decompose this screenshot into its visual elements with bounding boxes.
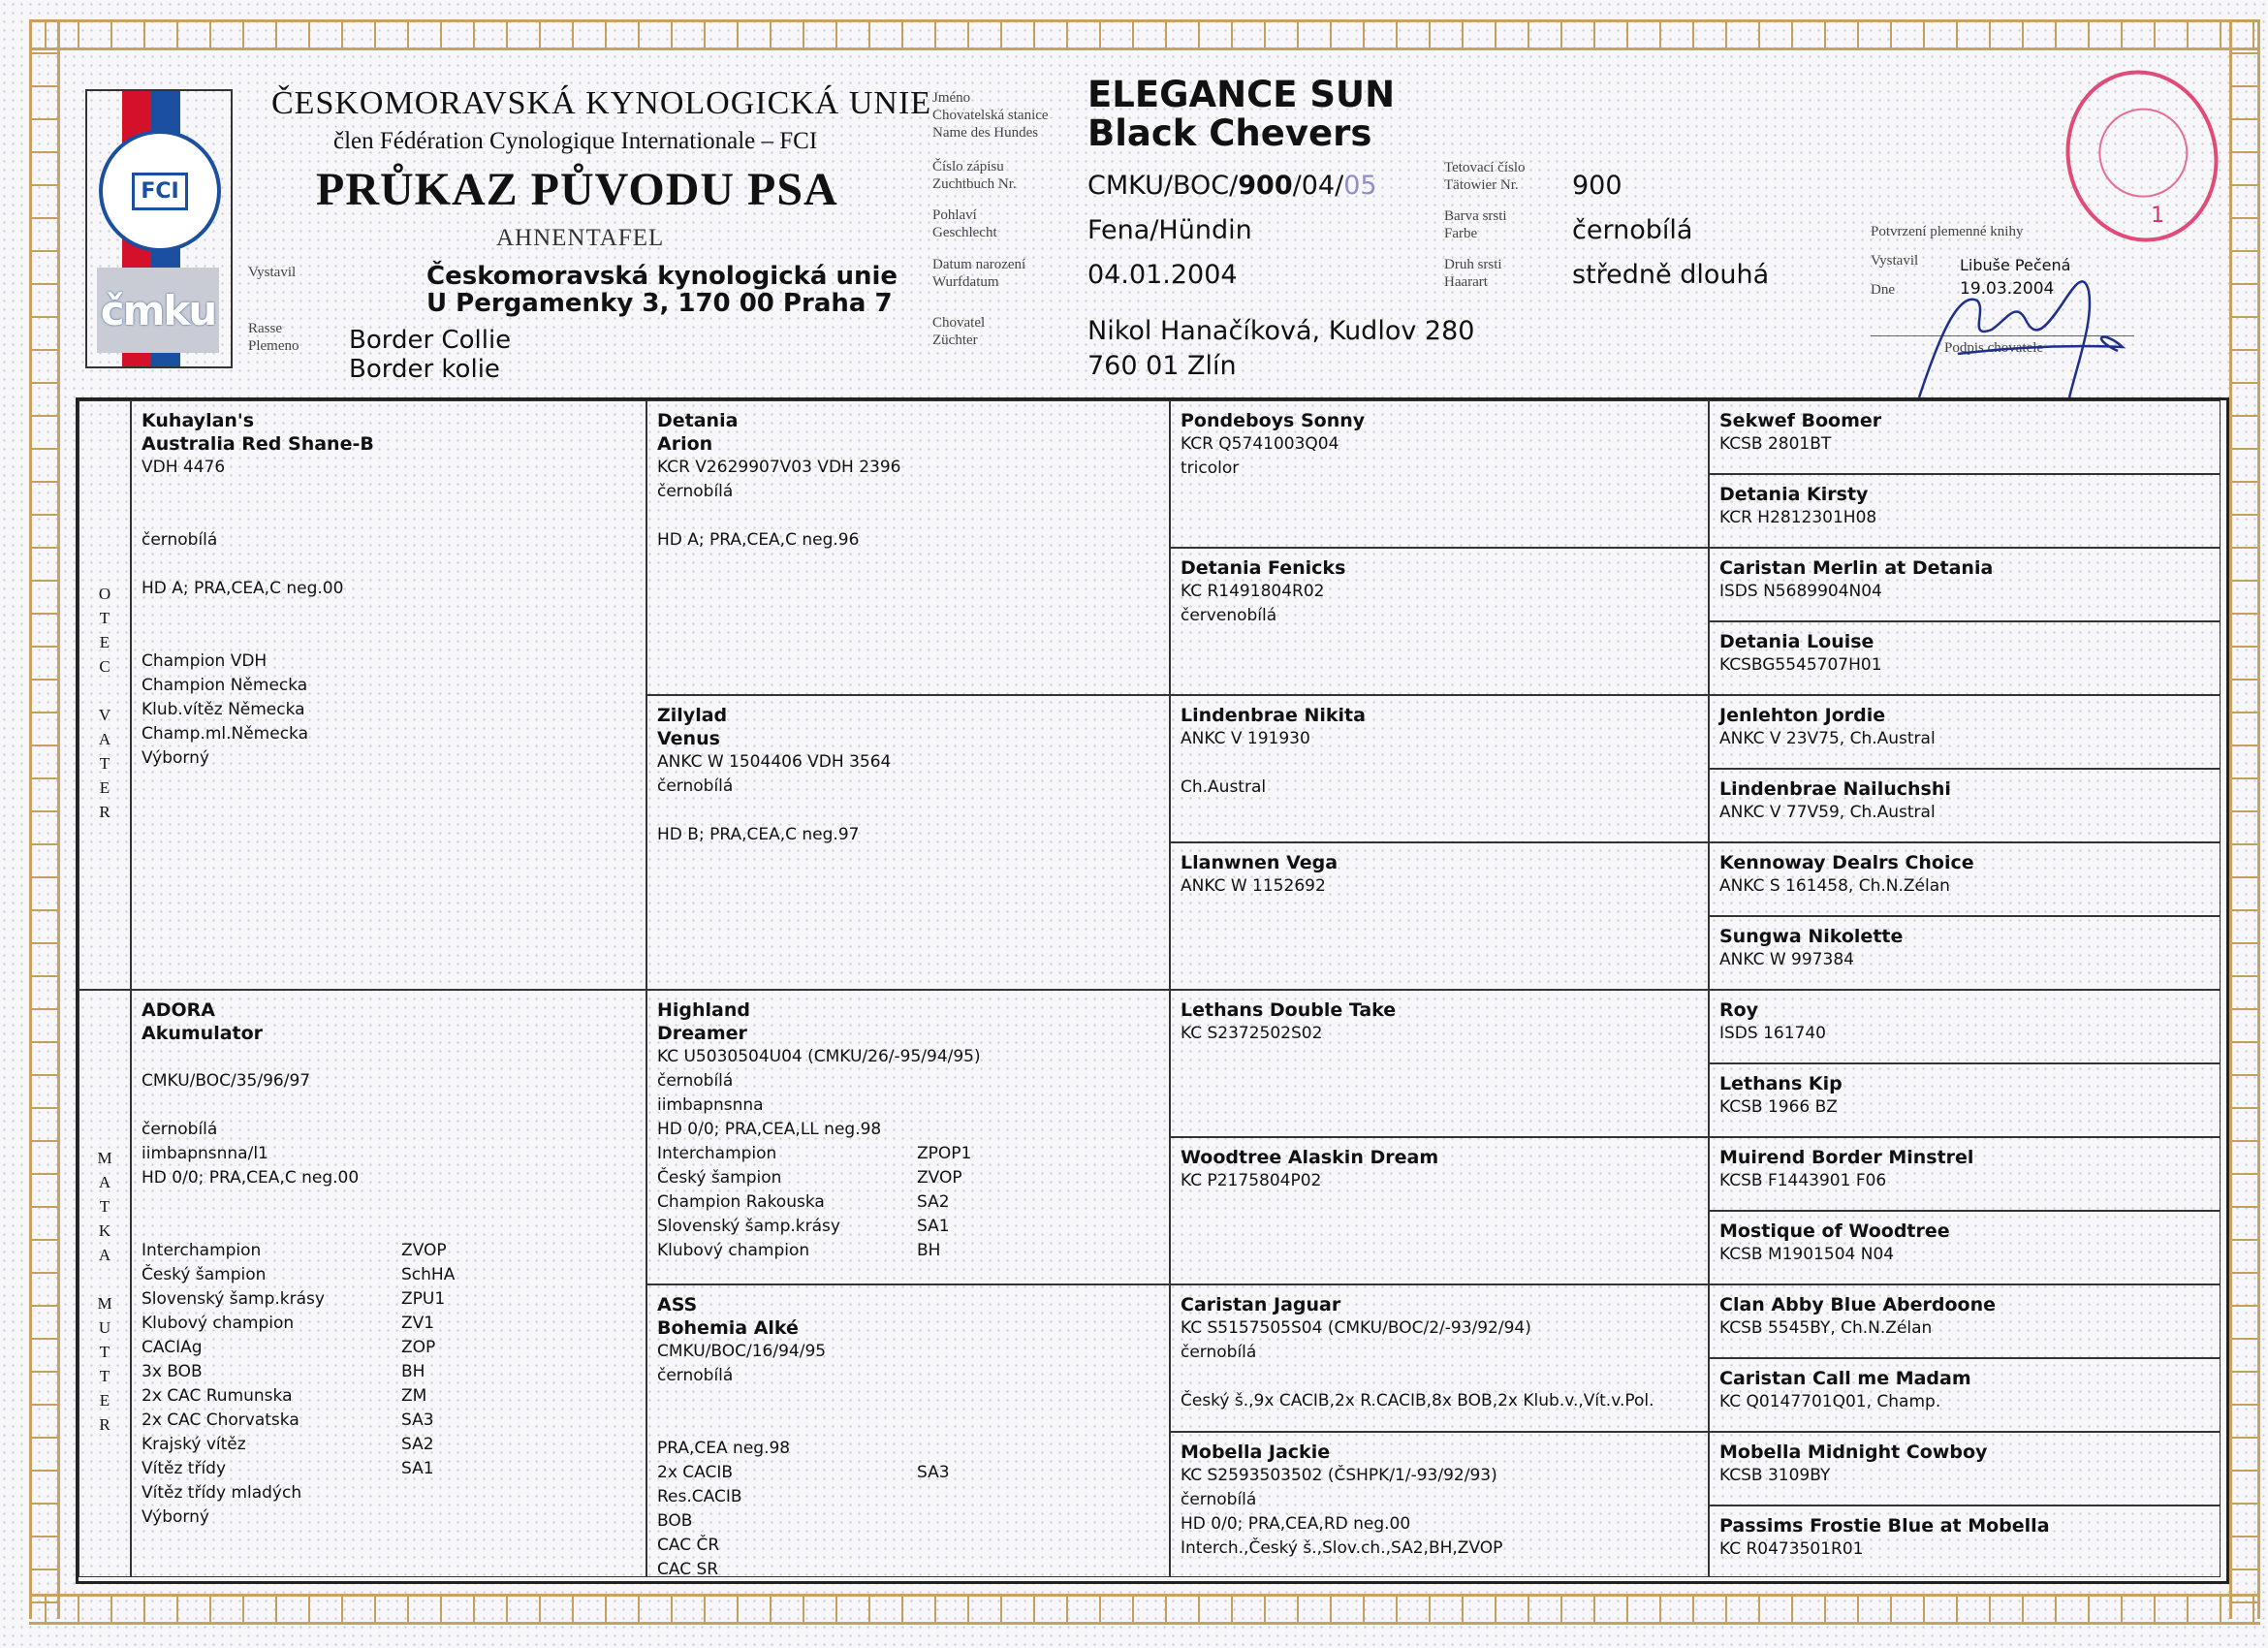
title-row [657, 1485, 1159, 1509]
title-text: Interchampion [142, 1241, 262, 1260]
fci-membership: člen Fédération Cynologique Internationale – FCI [333, 128, 818, 154]
dog-name-1: ELEGANCE SUN [1087, 74, 1396, 115]
title-code: ZM [401, 1386, 427, 1406]
pedigree-line [142, 553, 636, 577]
title-text: Klubový champion [142, 1314, 295, 1333]
side-letter: V [98, 706, 111, 724]
breed-value: Border Collie Border kolie [349, 326, 512, 384]
pedigree-line: Champion Německa [142, 676, 308, 695]
side-letter: C [99, 657, 110, 676]
gen1-dam: ADORA Akumulator CMKU/BOC/35/96/97 černobílá iimbapnsnna/l1 HD 0/0; PRA,CEA,C neg.00 Interchampion ZVOP Český šampion SchHA Slovenský šamp.krásy ZPU1 Klubový champion ZV1 CACIAg ZOP 3x BOB BH 2x CAC Rumunska ZM 2x CAC Chorvatska SA3 Krajský vítěz SA2 Vítěz třídy SA1 Vítěz třídy mladých Výborný [131, 990, 646, 1577]
ancestor-name: Sekwef Boomer [1719, 410, 1882, 431]
ancestor-name: Mobella Jackie [1181, 1442, 1331, 1463]
title-code: ZVOP [401, 1241, 447, 1260]
ancestor-name: Llanwnen Vega [1181, 852, 1339, 873]
pedigree-line: tricolor [1181, 459, 1240, 478]
ancestor-name: Detania Kirsty [1719, 484, 1869, 505]
gen4-cell [1709, 1063, 2221, 1137]
pedigree-line: Champ.ml.Německa [142, 724, 309, 744]
pedigree-line: HD 0/0; PRA,CEA,RD neg.00 [1181, 1514, 1411, 1534]
pedigree-line: KC S2372502S02 [1181, 1024, 1323, 1043]
signature-icon [1900, 262, 2132, 407]
side-letter: A [98, 1173, 111, 1191]
pedigree-line: HD A; PRA,CEA,C neg.00 [142, 579, 344, 598]
ancestor-name: Lethans Double Take [1181, 999, 1397, 1021]
registration-line: ANKC V 77V59, Ch.Austral [1719, 803, 1936, 822]
ancestor-name: Lethans Kip [1719, 1073, 1843, 1094]
ancestor-name: Lindenbrae Nikita [1181, 705, 1366, 726]
coat-label: Druh srsti Haarart [1444, 257, 1502, 290]
ancestor-name: Woodtree Alaskin Dream [1181, 1147, 1439, 1168]
title-code: SA1 [917, 1217, 950, 1236]
ancestor-name: Kennoway Dealrs Choice [1719, 852, 1974, 873]
title-row [142, 1505, 636, 1530]
title-code: SA1 [401, 1459, 434, 1478]
breeder-line-1: Nikol Hanačíková, Kudlov 280 [1087, 316, 1475, 346]
pedigree-line: černobílá [657, 1071, 734, 1091]
title-row [142, 1263, 636, 1287]
registration-line: KC Q0147701Q01, Champ. [1719, 1392, 1941, 1411]
ancestor-name: Detania [657, 410, 739, 431]
pedigree-line: HD 0/0; PRA,CEA,LL neg.98 [657, 1120, 882, 1139]
ancestor-name: Caristan Call me Madam [1719, 1368, 1971, 1389]
gen2-cell [646, 990, 1170, 1284]
title-row [657, 1190, 1159, 1215]
title-code: ZPU1 [401, 1289, 446, 1309]
ancestor-name: Caristan Merlin at Detania [1719, 557, 1994, 579]
registration-number: CMKU/BOC/900/04/05 [1087, 171, 1377, 201]
ancestor-name: Dreamer [657, 1023, 747, 1044]
gen3-cell [1170, 842, 1709, 990]
gen4-cell [1709, 621, 2221, 695]
side-letter: R [99, 803, 110, 821]
pedigree-line: Interch.,Český š.,Slov.ch.,SA2,BH,ZVOP [1181, 1538, 1503, 1558]
title-text: Výborný [142, 1507, 209, 1527]
gen3-cell [1170, 1284, 1709, 1432]
title-row [142, 1457, 636, 1481]
issuer-line-1: Českomoravská kynologická unie [426, 262, 898, 291]
side-letter: T [99, 609, 110, 627]
registration-label: Číslo zápisu Zuchtbuch Nr. [932, 159, 1017, 192]
ancestor-name: Clan Abby Blue Aberdoone [1719, 1294, 1997, 1315]
cmku-logo-icon: čmku [97, 268, 219, 353]
title-text: CACIAg [142, 1338, 203, 1357]
gen3-cell [1170, 1432, 1709, 1577]
registration-line: ANKC S 161458, Ch.N.Zélan [1719, 876, 1950, 896]
pedigree-line: HD A; PRA,CEA,C neg.96 [657, 530, 860, 550]
title-code: SA2 [917, 1192, 950, 1212]
breeder-label: Chovatel Züchter [932, 315, 986, 348]
pedigree-line: KC S2593503502 (ČSHPK/1/-93/92/93) [1181, 1466, 1497, 1485]
border-right-ornament [2229, 19, 2260, 1619]
cmku-fci-logo [85, 89, 233, 368]
title-row [142, 1360, 636, 1384]
ancestor-name: Arion [657, 433, 713, 455]
sire-side-label [79, 400, 131, 990]
color-label: Barva srsti Farbe [1444, 208, 1507, 241]
pedigree-line [142, 480, 636, 504]
gen3-cell [1170, 1137, 1709, 1284]
confirmation-label: Potvrzení plemenné knihy [1871, 224, 2024, 239]
tattoo-label: Tetovací číslo Tätowier Nr. [1444, 160, 1526, 193]
gen4-cell [1709, 842, 2221, 916]
sex-value: Fena/Hündin [1087, 215, 1252, 245]
title-row [657, 1509, 1159, 1534]
side-letter: O [98, 585, 111, 603]
ancestor-name: Sungwa Nikolette [1719, 926, 1904, 947]
registration-line: ANKC V 23V75, Ch.Austral [1719, 729, 1936, 748]
side-letter: T [99, 1343, 110, 1361]
gen4-cell [1709, 990, 2221, 1063]
pedigree-line: Český š.,9x CACIB,2x R.CACIB,8x BOB,2x Klub.v.,Vít.v.Pol. [1181, 1391, 1654, 1410]
pedigree-line [657, 504, 1159, 528]
gen4-cell [1709, 1137, 2221, 1211]
gen3-cell [1170, 695, 1709, 842]
title-code: ZPOP1 [917, 1144, 972, 1163]
title-code: ZV1 [401, 1314, 435, 1333]
ancestor-name: Zilylad [657, 705, 728, 726]
title-code: SchHA [401, 1265, 456, 1284]
color-value: černobílá [1572, 215, 1693, 245]
gen3-cell [1170, 548, 1709, 695]
registration-line: KCSB 2801BT [1719, 434, 1832, 454]
document-subtitle: AHNENTAFEL [496, 225, 665, 251]
pedigree-line [142, 601, 636, 625]
title-row [657, 1142, 1159, 1166]
pedigree-line: HD 0/0; PRA,CEA,C neg.00 [142, 1168, 360, 1188]
title-row [142, 1384, 636, 1409]
pedigree-line: černobílá [1181, 1343, 1257, 1362]
pedigree-line: Champion VDH [142, 651, 268, 671]
pedigree-line: černobílá [1181, 1490, 1257, 1509]
side-letter: E [99, 778, 110, 797]
side-letter: K [98, 1221, 111, 1240]
side-letter: U [98, 1318, 111, 1337]
title-code: BH [917, 1241, 941, 1260]
birth-label: Datum narození Wurfdatum [932, 257, 1026, 290]
title-text: Český šampion [657, 1168, 782, 1188]
title-text: Vítěz třídy mladých [142, 1483, 302, 1503]
ancestor-name: ASS [657, 1294, 698, 1315]
ancestor-name: Mostique of Woodtree [1719, 1220, 1950, 1242]
document-title: PRŮKAZ PŮVODU PSA [316, 164, 838, 215]
title-text: CAC ČR [657, 1536, 720, 1555]
signature-label: Podpis chovatele [1944, 340, 2044, 356]
gen4-cell [1709, 1211, 2221, 1284]
gen1-sire: Kuhaylan's Australia Red Shane-B VDH 4476 černobílá HD A; PRA,CEA,C neg.00 Champion VDH Champion Německa Klub.vítěz Německa Champ.ml.Německa Výborný [131, 400, 646, 990]
border-bottom-ornament [29, 1594, 2260, 1625]
gen3-cell [1170, 990, 1709, 1137]
ancestor-name: Detania Louise [1719, 631, 1874, 652]
title-text: Res.CACIB [657, 1487, 742, 1506]
title-row [142, 1433, 636, 1457]
side-letter: R [99, 1415, 110, 1434]
side-letter: T [99, 754, 110, 773]
title-row [657, 1166, 1159, 1190]
union-name: ČESKOMORAVSKÁ KYNOLOGICKÁ UNIE [271, 85, 932, 121]
registration-line: KC R0473501R01 [1719, 1539, 1864, 1559]
title-text: Champion Rakouska [657, 1192, 825, 1212]
side-letter: E [99, 633, 110, 651]
gen2-cell [646, 695, 1170, 990]
pedigree-line: KC P2175804P02 [1181, 1171, 1322, 1190]
dam-side-label [79, 990, 131, 1577]
ancestor-name: Pondeboys Sonny [1181, 410, 1366, 431]
stamp-icon: 1 [2050, 56, 2234, 257]
pedigree-line [1181, 1365, 1698, 1389]
gen4-cell [1709, 695, 2221, 769]
pedigree-line: černobílá [657, 482, 734, 501]
gen4-cell [1709, 1432, 2221, 1505]
gen4-cell [1709, 916, 2221, 990]
name-label: Jméno Chovatelská stanice Name des Hundes [932, 90, 1049, 141]
title-text: Vítěz třídy [142, 1459, 227, 1478]
registration-line: KCSBG5545707H01 [1719, 655, 1882, 675]
title-text: Klubový champion [657, 1241, 810, 1260]
registration-line: ISDS N5689904N04 [1719, 582, 1882, 601]
title-row [657, 1558, 1159, 1577]
ancestor-name: Caristan Jaguar [1181, 1294, 1341, 1315]
pedigree-line: černobílá [142, 530, 218, 550]
tattoo-value: 900 [1572, 171, 1622, 201]
side-letter: A [98, 730, 111, 748]
coat-value: středně dlouhá [1572, 260, 1770, 290]
title-code: SA3 [917, 1463, 950, 1482]
gen4-cell [1709, 548, 2221, 621]
pedigree-line: ANKC W 1504406 VDH 3564 [657, 752, 892, 772]
ancestor-name: Muirend Border Minstrel [1719, 1147, 1974, 1168]
issuer-line-2: U Pergamenky 3, 170 00 Praha 7 [426, 289, 893, 318]
ancestor-name: Roy [1719, 999, 1759, 1021]
pedigree-line: černobílá [657, 1366, 734, 1385]
ancestor-name: Venus [657, 728, 720, 749]
pedigree-line: KCR Q5741003Q04 [1181, 434, 1339, 454]
title-text: 2x CACIB [657, 1463, 734, 1482]
fci-emblem-icon: FCI [99, 130, 221, 252]
title-row [142, 1409, 636, 1433]
registration-line: KCSB M1901504 N04 [1719, 1245, 1895, 1264]
pedigree-line [142, 1045, 636, 1069]
title-text: Slovenský šamp.krásy [657, 1217, 840, 1236]
breeder-line-2: 760 01 Zlín [1087, 351, 1237, 381]
title-row [142, 1312, 636, 1336]
pedigree-line: iimbapnsnna [657, 1095, 764, 1115]
title-text: Interchampion [657, 1144, 777, 1163]
ancestor-name: Lindenbrae Nailuchshi [1719, 778, 1951, 800]
confirmation-date: 19.03.2004 [1960, 279, 2055, 299]
gen3-cell [1170, 400, 1709, 548]
ancestor-name: Jenlehton Jordie [1719, 705, 1886, 726]
pedigree-line [657, 1388, 1159, 1412]
title-row [657, 1239, 1159, 1263]
gen4-cell [1709, 1358, 2221, 1432]
title-text: 3x BOB [142, 1362, 203, 1381]
registration-line: ANKC W 997384 [1719, 950, 1854, 969]
title-code: SA2 [401, 1435, 434, 1454]
title-code: SA3 [401, 1410, 434, 1430]
birth-date: 04.01.2004 [1087, 260, 1238, 290]
pedigree-line: ANKC V 191930 [1181, 729, 1310, 748]
title-row [142, 1239, 636, 1263]
pedigree-line: CMKU/BOC/35/96/97 [142, 1071, 311, 1091]
title-code: ZOP [401, 1338, 436, 1357]
side-letter: A [98, 1246, 111, 1264]
title-text: Krajský vítěz [142, 1435, 246, 1454]
registration-line: KCR H2812301H08 [1719, 508, 1877, 527]
pedigree-line: Ch.Austral [1181, 777, 1267, 797]
pedigree-line: černobílá [142, 1120, 218, 1139]
dog-name-2: Black Chevers [1087, 112, 1372, 154]
gen2-cell [646, 400, 1170, 695]
side-letter: T [99, 1367, 110, 1385]
gen4-cell [1709, 400, 2221, 474]
title-row [657, 1215, 1159, 1239]
registration-line: KCSB F1443901 F06 [1719, 1171, 1887, 1190]
side-letter: E [99, 1391, 110, 1410]
side-letter: T [99, 1197, 110, 1216]
pedigree-line: PRA,CEA neg.98 [657, 1439, 791, 1458]
pedigree-line: černobílá [657, 776, 734, 796]
title-text: BOB [657, 1511, 693, 1531]
pedigree-line: Výborný [142, 748, 209, 768]
side-letter [91, 1267, 118, 1291]
confirmation-issued-label: Vystavil [1871, 253, 1919, 269]
title-text: Slovenský šamp.krásy [142, 1289, 325, 1309]
pedigree-line [657, 799, 1159, 823]
ancestor-name: Detania Fenicks [1181, 557, 1346, 579]
pedigree-table [76, 397, 2229, 1584]
side-letter: M [97, 1149, 112, 1167]
confirmation-date-label: Dne [1871, 282, 1895, 298]
registration-line: KCSB 3109BY [1719, 1466, 1831, 1485]
pedigree-line: KC S5157505S04 (CMKU/BOC/2/-93/92/94) [1181, 1318, 1531, 1338]
pedigree-line: KC R1491804R02 [1181, 582, 1325, 601]
registration-line: KCSB 1966 BZ [1719, 1097, 1838, 1117]
issuer-label: Vystavil [248, 265, 297, 280]
confirmation-issued-by: Libuše Pečená [1960, 256, 2071, 274]
pedigree-line: iimbapnsnna/l1 [142, 1144, 268, 1163]
gen4-cell [1709, 474, 2221, 548]
pedigree-line: HD B; PRA,CEA,C neg.97 [657, 825, 860, 844]
title-code: ZVOP [917, 1168, 962, 1188]
pedigree-line [142, 504, 636, 528]
breed-label: Rasse Plemeno [248, 321, 299, 354]
title-row [657, 1534, 1159, 1558]
pedigree-line [142, 625, 636, 650]
sex-label: Pohlaví Geschlecht [932, 207, 997, 240]
pedigree-line: KCR V2629907V03 VDH 2396 [657, 458, 901, 477]
pedigree-line [657, 1412, 1159, 1437]
title-code: BH [401, 1362, 425, 1381]
title-text: Český šampion [142, 1265, 267, 1284]
border-top-ornament [29, 19, 2260, 50]
pedigree-line: CMKU/BOC/16/94/95 [657, 1342, 827, 1361]
title-row [142, 1481, 636, 1505]
gen4-cell [1709, 1505, 2221, 1577]
title-text: CAC SR [657, 1560, 719, 1577]
ancestor-name: Bohemia Alké [657, 1317, 799, 1339]
ancestor-name: Mobella Midnight Cowboy [1719, 1442, 1988, 1463]
ancestor-name: Passims Frostie Blue at Mobella [1719, 1515, 2050, 1537]
gen4-cell [1709, 1284, 2221, 1358]
registration-line: ISDS 161740 [1719, 1024, 1826, 1043]
pedigree-line: Klub.vítěz Německa [142, 700, 305, 719]
pedigree-line [1181, 751, 1698, 776]
title-row [142, 1287, 636, 1312]
gen4-cell [1709, 769, 2221, 842]
pedigree-line [142, 1093, 636, 1118]
pedigree-line: červenobílá [1181, 606, 1277, 625]
registration-line: KCSB 5545BY, Ch.N.Zélan [1719, 1318, 1933, 1338]
gen2-cell [646, 1284, 1170, 1577]
border-left-ornament [29, 19, 60, 1619]
title-text: 2x CAC Rumunska [142, 1386, 293, 1406]
title-text: 2x CAC Chorvatska [142, 1410, 299, 1430]
side-letter: M [97, 1294, 112, 1313]
side-letter [91, 679, 118, 703]
pedigree-line: ANKC W 1152692 [1181, 876, 1326, 896]
ancestor-name: Highland [657, 999, 751, 1021]
title-row [142, 1336, 636, 1360]
pedigree-line: KC U5030504U04 (CMKU/26/-95/94/95) [657, 1047, 981, 1066]
pedigree-line: VDH 4476 [142, 458, 226, 477]
title-row [657, 1461, 1159, 1485]
